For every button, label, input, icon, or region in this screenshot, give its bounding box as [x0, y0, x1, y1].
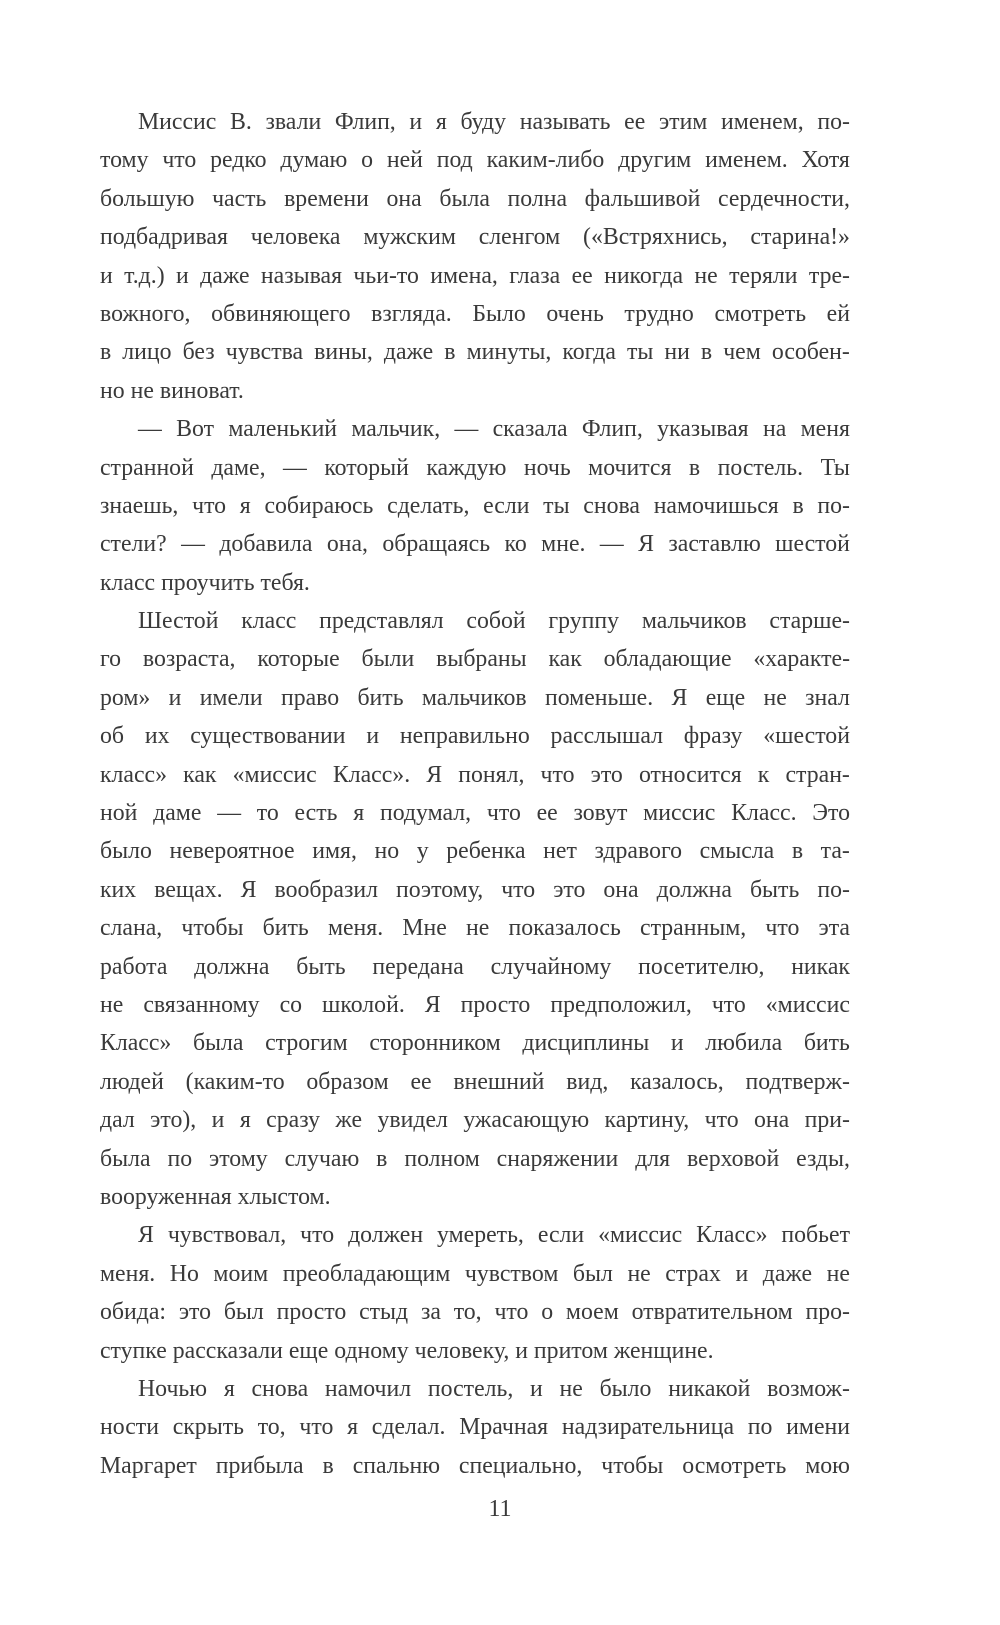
- text-line: подбадривая человека мужским сленгом («Встряхнись, старина!»: [100, 224, 850, 251]
- text-line: го возраста, которые были выбраны как обладающие «характе-: [100, 646, 850, 673]
- text-line: ром» и имели право бить мальчиков поменьше. Я еще не знал: [100, 684, 850, 711]
- text-line: Я чувствовал, что должен умереть, если «миссис Класс» побьет: [138, 1222, 850, 1249]
- body-text: [100, 103, 850, 1485]
- text-line: Шестой класс представлял собой группу мальчиков старше-: [138, 608, 850, 635]
- text-line: знаешь, что я собираюсь сделать, если ты снова намочишься в по-: [100, 492, 850, 519]
- text-line: вожного, обвиняющего взгляда. Было очень трудно смотреть ей: [100, 300, 850, 327]
- text-line: обида: это был просто стыд за то, что о моем отвратительном про-: [100, 1299, 850, 1326]
- text-line: в лицо без чувства вины, даже в минуты, когда ты ни в чем особен-: [100, 339, 850, 366]
- text-line: дал это), и я сразу же увидел ужасающую картину, что она при-: [100, 1107, 850, 1134]
- text-line: — Вот маленький мальчик, — сказала Флип, указывая на меня: [138, 416, 850, 443]
- text-line: класс» как «миссис Класс». Я понял, что это относится к стран-: [100, 761, 850, 788]
- text-line: слана, чтобы бить меня. Мне не показалось странным, что эта: [100, 915, 850, 942]
- text-line: была по этому случаю в полном снаряжении для верховой езды,: [100, 1145, 850, 1172]
- text-line: ности скрыть то, что я сделал. Мрачная надзирательница по имени: [100, 1414, 850, 1441]
- text-line: странной даме, — который каждую ночь мочится в постель. Ты: [100, 454, 850, 481]
- text-line: стели? — добавила она, обращаясь ко мне. — Я заставлю шестой: [100, 531, 850, 558]
- page-number: 11: [488, 1496, 512, 1522]
- text-line: Маргарет прибыла в спальню специально, чтобы осмотреть мою: [100, 1452, 850, 1479]
- text-line: Класс» была строгим сторонником дисциплины и любила бить: [100, 1030, 850, 1057]
- text-line: но не виноват.: [100, 377, 244, 404]
- text-line: ких вещах. Я вообразил поэтому, что это она должна быть по-: [100, 876, 850, 903]
- text-line: об их существовании и неправильно расслышал фразу «шестой: [100, 723, 850, 750]
- text-line: вооруженная хлыстом.: [100, 1183, 331, 1210]
- text-line: ступке рассказали еще одному человеку, и притом женщине.: [100, 1337, 714, 1364]
- text-line: меня. Но моим преобладающим чувством был не страх и даже не: [100, 1260, 850, 1287]
- text-line: работа должна быть передана случайному посетителю, никак: [100, 953, 850, 980]
- text-line: людей (каким-то образом ее внешний вид, казалось, подтверж-: [100, 1068, 850, 1095]
- text-line: класс проучить тебя.: [100, 569, 310, 596]
- text-line: и т.д.) и даже называя чьи-то имена, глаза ее никогда не теряли тре-: [100, 262, 850, 289]
- text-line: Миссис В. звали Флип, и я буду называть ее этим именем, по-: [138, 109, 850, 135]
- text-line: Ночью я снова намочил постель, и не было никакой возмож-: [138, 1375, 850, 1402]
- text-line: большую часть времени она была полна фальшивой сердечности,: [100, 185, 850, 212]
- text-line: ной даме — то есть я подумал, что ее зовут миссис Класс. Это: [100, 800, 850, 827]
- text-line: не связанному со школой. Я просто предположил, что «миссис: [100, 991, 850, 1018]
- text-line: было невероятное имя, но у ребенка нет здравого смысла в та-: [100, 838, 850, 865]
- text-line: тому что редко думаю о ней под каким-либо другим именем. Хотя: [100, 147, 850, 174]
